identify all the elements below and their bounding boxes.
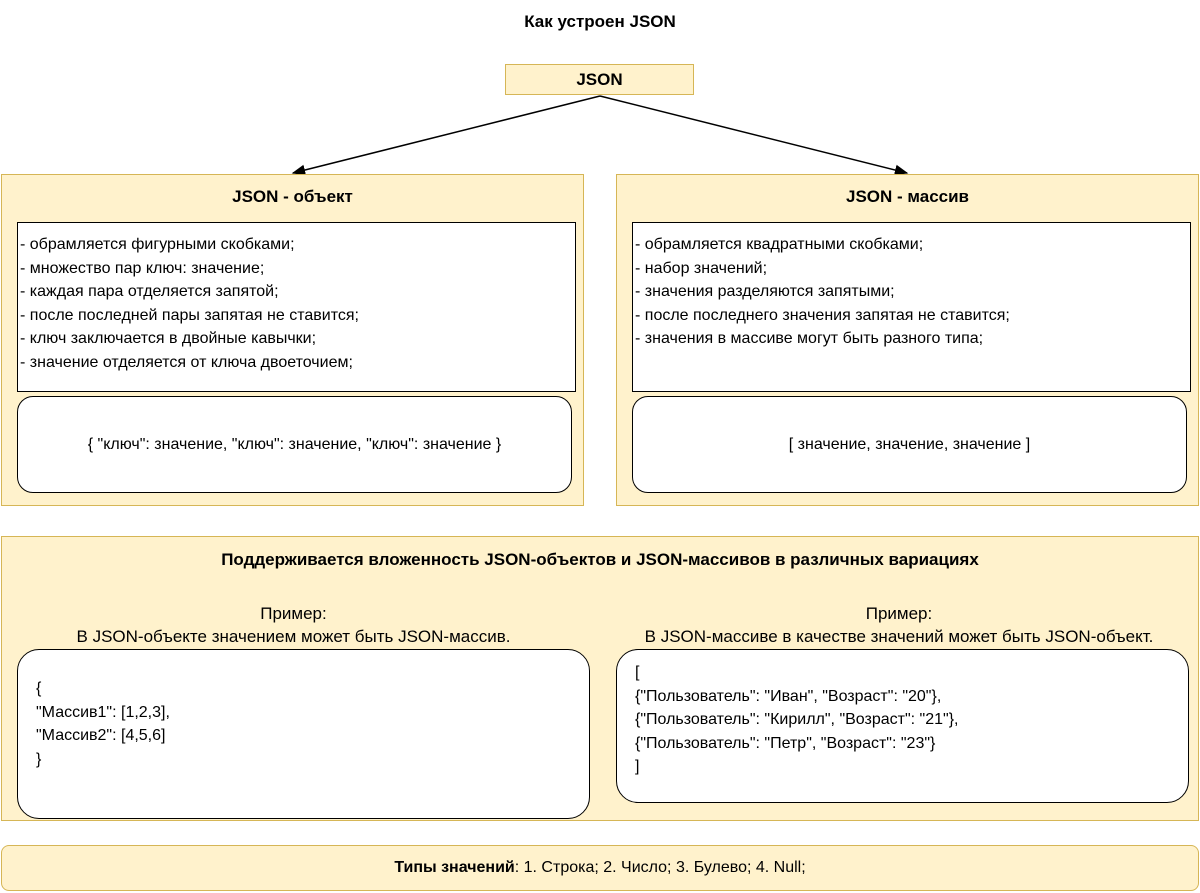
code-line: {"Пользователь": "Иван", "Возраст": "20"},: [635, 687, 942, 705]
rule-item: - обрамляется квадратными скобками;: [635, 236, 924, 253]
json-array-panel: [616, 174, 1199, 506]
rule-item: - ключ заключается в двойные кавычки;: [20, 330, 317, 347]
json-object-example-text: { "ключ": значение, "ключ": значение, "ключ": значение }: [87, 435, 502, 453]
json-object-title: JSON - объект: [232, 187, 353, 206]
json-array-example: [632, 396, 1187, 493]
value-types-label: Типы значений: [394, 859, 515, 876]
rule-item: - набор значений;: [635, 259, 768, 277]
json-array-rules: [632, 222, 1191, 392]
code-line: ]: [635, 758, 640, 775]
code-line: [: [635, 664, 640, 681]
caption-line: Пример:: [260, 604, 327, 623]
code-line: {"Пользователь": "Кирилл", "Возраст": "21"},: [635, 711, 959, 728]
nesting-right-code: [616, 649, 1189, 803]
rule-item: - после последнего значения запятая не ставится;: [635, 306, 1010, 324]
nesting-title: Поддерживается вложенность JSON-объектов и JSON-массивов в различных вариациях: [221, 550, 979, 569]
json-array-title: JSON - массив: [845, 187, 970, 206]
json-object-example: [17, 396, 572, 493]
nesting-panel: [1, 536, 1199, 821]
root-json-node: JSON: [505, 64, 694, 95]
json-array-example-text: [ значение, значение, значение ]: [788, 435, 1031, 453]
nesting-left-caption: [2, 602, 585, 648]
code-line: "Массив1": [1,2,3],: [36, 703, 170, 721]
code-line: "Массив2": [4,5,6]: [36, 727, 166, 744]
arrow-to-array: [600, 96, 907, 173]
arrow-to-object: [293, 96, 600, 173]
code-line: {"Пользователь": "Петр", "Возраст": "23"}: [635, 734, 936, 752]
rule-item: - каждая пара отделяется запятой;: [20, 283, 279, 300]
value-types-bar: [1, 845, 1199, 891]
rule-item: - после последней пары запятая не ставится;: [20, 306, 359, 324]
rule-item: - обрамляется фигурными скобками;: [20, 236, 295, 253]
rule-item: - множество пар ключ: значение;: [20, 259, 265, 277]
json-object-panel: [1, 174, 584, 506]
caption-line: В JSON-массиве в качестве значений может быть JSON-объект.: [644, 627, 1154, 646]
rule-item: - значения в массиве могут быть разного типа;: [635, 330, 984, 347]
nesting-right-caption: [599, 602, 1199, 648]
json-object-rules: [17, 222, 576, 392]
rule-item: - значения разделяются запятыми;: [635, 283, 895, 300]
diagram-title: Как устроен JSON: [524, 12, 676, 31]
caption-line: В JSON-объекте значением может быть JSON-массив.: [76, 627, 511, 646]
nesting-left-code: [17, 649, 590, 819]
code-line: {: [36, 680, 42, 697]
code-line: }: [36, 750, 42, 768]
rule-item: - значение отделяется от ключа двоеточием;: [20, 353, 353, 371]
value-types-text: : 1. Строка; 2. Число; 3. Булево; 4. Null;: [514, 859, 806, 876]
caption-line: Пример:: [865, 604, 933, 623]
